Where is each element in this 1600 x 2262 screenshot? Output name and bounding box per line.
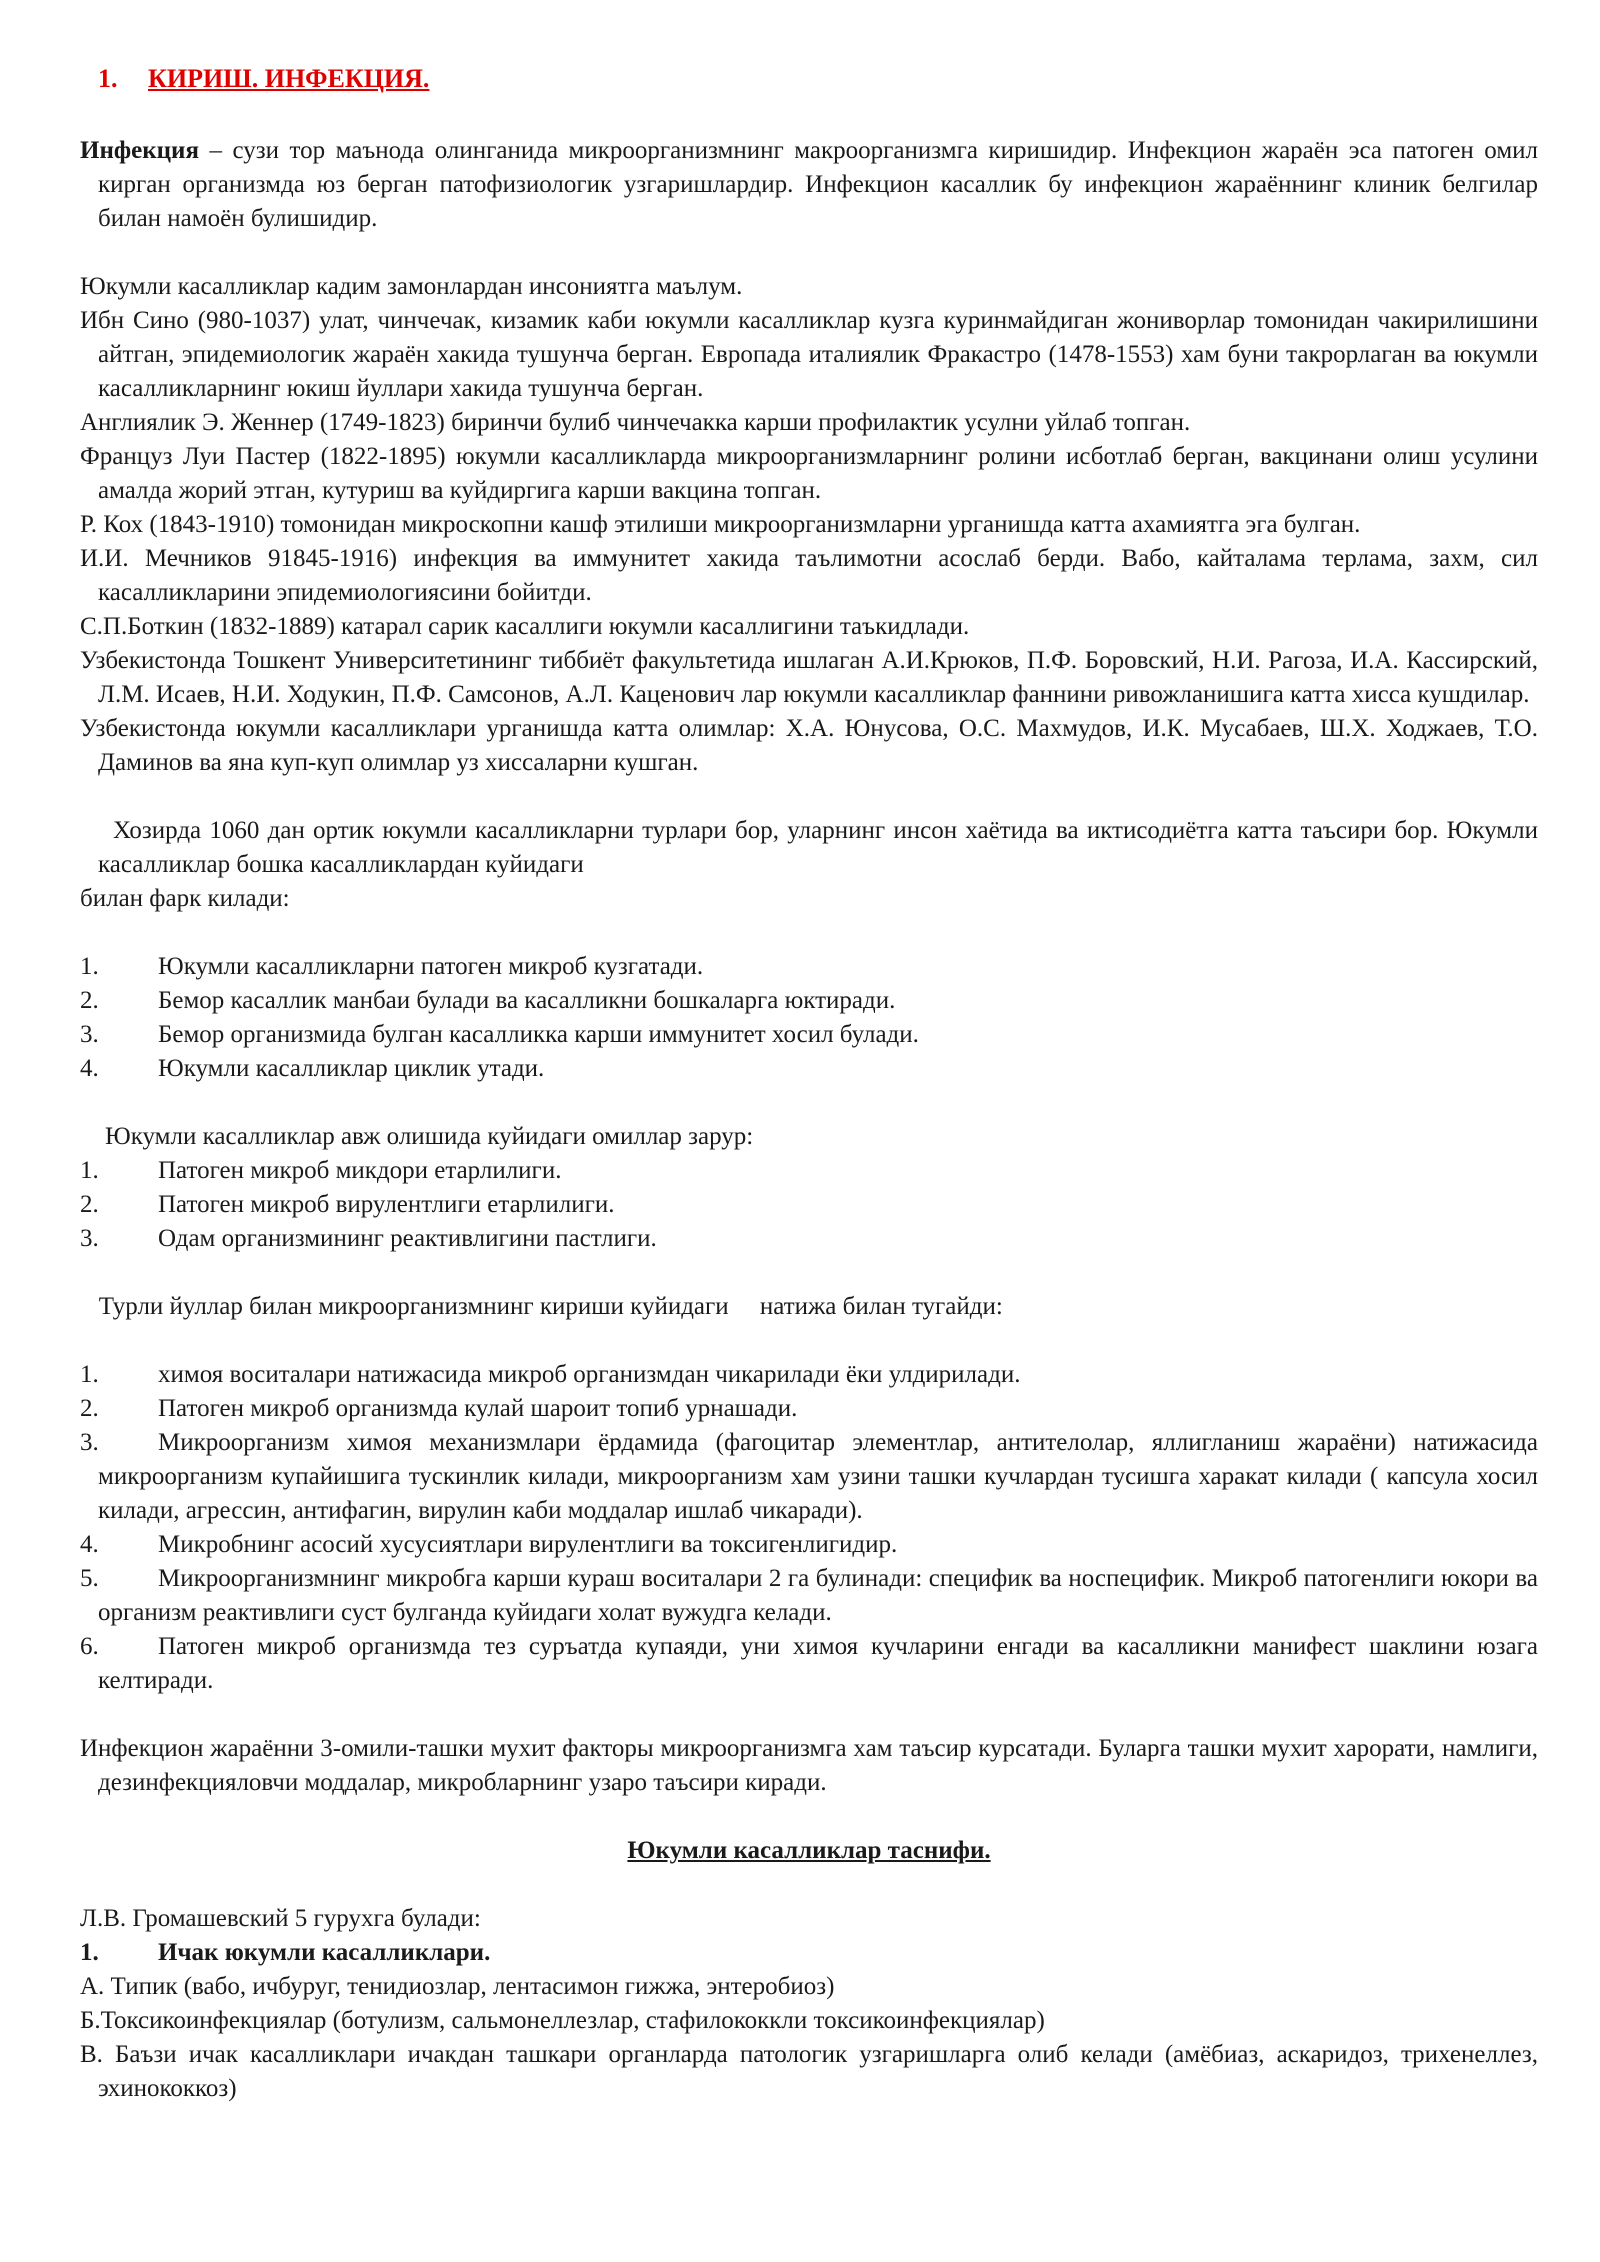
spacer: [80, 780, 1538, 814]
list-item: 5. Микроорганизмнинг микробга карши кураш воситалари 2 га булинади: специфик ва носпецифик. Микроб патогенлиги юкори ва организм реактивлиги суст булганда куйидаги холат вужудга келади.: [80, 1565, 1538, 1626]
classification-item: В. Баъзи ичак касалликлари ичакдан ташкари органларда патологик узгаришларга олиб келади (амёбиаз, аскаридоз, трихенеллез, эхинококкоз): [80, 2041, 1538, 2102]
list-item: 1. Патоген микроб микдори етарлилиги.: [80, 1157, 562, 1184]
spacer: [80, 1698, 1538, 1732]
section-heading: Юкумли касалликлар таснифи.: [627, 1837, 991, 1864]
intro-paragraph: [80, 134, 1538, 236]
history-paragraph: Ибн Сино (980-1037) улат, чинчечак, кизамик каби юкумли касалликлар кузга куринмайдиган жониворлар томонидан чакирилишини айтган, эпидемиологик жараён хакида тушунча берган. Европада италиялик Фракастро (1478-1553) хам буни такрорлаган ва юкумли касалликларнинг юкиш йуллари хакида тушунча берган.: [80, 307, 1538, 402]
list-item: 2. Бемор касаллик манбаи булади ва касалликни бошкаларга юктиради.: [80, 987, 896, 1014]
factors-intro: Юкумли касалликлар авж олишида куйидаги омиллар зарур:: [80, 1123, 754, 1150]
history-paragraph: С.П.Боткин (1832-1889) катарал сарик касаллиги юкумли касаллигини таъкидлади.: [80, 613, 970, 640]
spacer: [80, 1256, 1538, 1290]
differ-intro-end: билан фарк килади:: [80, 885, 290, 912]
environment-paragraph: Инфекцион жараённи 3-омили-ташки мухит факторы микроорганизмга хам таъсир курсатади. Буларга ташки мухит харорати, намлиги, дезинфекцияловчи моддалар, микробларнинг узаро таъсири киради.: [80, 1735, 1538, 1796]
spacer: [80, 1324, 1538, 1358]
differ-list: [80, 950, 1538, 1086]
history-paragraph: Р. Кох (1843-1910) томонидан микроскопни кашф этилиши микроорганизмларни урганишда катта ахамиятга эга булган.: [80, 511, 1361, 538]
spacer: [80, 1868, 1538, 1902]
history-paragraph: И.И. Мечников 91845-1916) инфекция ва иммунитет хакида таълимотни асослаб берди. Вабо, кайталама терлама, захм, сил касалликларини эпидемиологиясини бойитди.: [80, 545, 1538, 606]
list-item: 1. Юкумли касалликларни патоген микроб кузгатади.: [80, 953, 704, 980]
classification-item: А. Типик (вабо, ичбуруг, тенидиозлар, лентасимон гижжа, энтеробиоз): [80, 1973, 835, 2000]
differ-intro: Хозирда 1060 дан ортик юкумли касалликларни турлари бор, уларнинг инсон хаётида ва иктисодиётга катта таъсири бор. Юкумли касалликлар бошка касалликлардан куйидаги: [80, 817, 1545, 878]
title-number: 1.: [98, 64, 118, 93]
intro-text: – сузи тор маънода олинганида микроорганизмнинг макроорганизмга киришидир. Инфекцион жараён эса патоген омил кирган организмда юз берган патофизиологик узгаришлардир. Инфекцион касаллик бу инфекцион жараённинг клиник белгилар билан намоён булишидир.: [98, 137, 1538, 232]
history-paragraph: Англиялик Э. Женнер (1749-1823) биринчи булиб чинчечакка карши профилактик усулни уйлаб топган.: [80, 409, 1191, 436]
spacer: [80, 1086, 1538, 1120]
list-item: 3. Бемор организмида булган касалликка карши иммунитет хосил булади.: [80, 1021, 919, 1048]
classification-item: Б.Токсикоинфекциялар (ботулизм, сальмонеллезлар, стафилококкли токсикоинфекциялар): [80, 2007, 1045, 2034]
spacer: [80, 236, 1538, 270]
history-paragraph: Узбекистонда Тошкент Университетининг тиббиёт факультетида ишлаган А.И.Крюков, П.Ф. Боровский, Н.И. Рагоза, И.А. Кассирский, Л.М. Исаев, Н.И. Ходукин, П.Ф. Самсонов, А.Л. Каценович лар юкумли касалликлар фаннини ривожланишига катта хисса кушдилар.: [80, 647, 1538, 708]
history-paragraph: Юкумли касалликлар кадим замонлардан инсониятга маълум.: [80, 273, 743, 300]
intro-term: Инфекция: [80, 137, 199, 164]
list-item: 1. химоя воситалари натижасида микроб организмдан чикарилади ёки улдирилади.: [80, 1361, 1021, 1388]
spacer: [80, 1800, 1538, 1834]
factors-list: [80, 1154, 1538, 1256]
history-paragraph: Француз Луи Пастер (1822-1895) юкумли касалликларда микроорганизмларнинг ролини исботлаб берган, вакцинани олиш усулини амалда жорий этган, кутуриш ва куйдиргига карши вакцина топган.: [80, 443, 1538, 504]
page-title: [98, 62, 1538, 96]
classification-intro: Л.В. Громашевский 5 гурухга булади:: [80, 1905, 481, 1932]
list-item: 4. Юкумли касалликлар циклик утади.: [80, 1055, 545, 1082]
list-item: 6. Патоген микроб организмда тез суръатда купаяди, уни химоя кучларини енгади ва касалликни манифест шаклини юзага келтиради.: [80, 1633, 1538, 1694]
outcomes-list: [80, 1358, 1538, 1698]
list-item: 4. Микробнинг асосий хусусиятлари вирулентлиги ва токсигенлигидир.: [80, 1531, 898, 1558]
title-text: КИРИШ. ИНФЕКЦИЯ.: [148, 64, 430, 93]
spacer: [80, 916, 1538, 950]
outcomes-intro: Турли йуллар билан микроорганизмнинг кириши куйидаги натижа билан тугайди:: [80, 1293, 1003, 1320]
group-heading: 1. Ичак юкумли касалликлари.: [80, 1939, 491, 1966]
list-item: 3. Одам организмининг реактивлигини пастлиги.: [80, 1225, 657, 1252]
list-item: 3. Микроорганизм химоя механизмлари ёрдамида (фагоцитар элементлар, антителолар, яллигланиш жараёни) натижасида микроорганизм купайишига тускинлик килади, микроорганизм хам узини ташки кучлардан тусишга харакат килади ( капсула хосил килади, агрессин, антифагин, вирулин каби моддалар ишлаб чикаради).: [80, 1429, 1538, 1524]
list-item: 2. Патоген микроб организмда кулай шароит топиб урнашади.: [80, 1395, 798, 1422]
history-paragraph: Узбекистонда юкумли касалликлари урганишда катта олимлар: Х.А. Юнусова, О.С. Махмудов, И.К. Мусабаев, Ш.Х. Ходжаев, Т.О. Даминов ва яна куп-куп олимлар уз хиссаларни кушган.: [80, 715, 1538, 776]
list-item: 2. Патоген микроб вирулентлиги етарлилиги.: [80, 1191, 615, 1218]
